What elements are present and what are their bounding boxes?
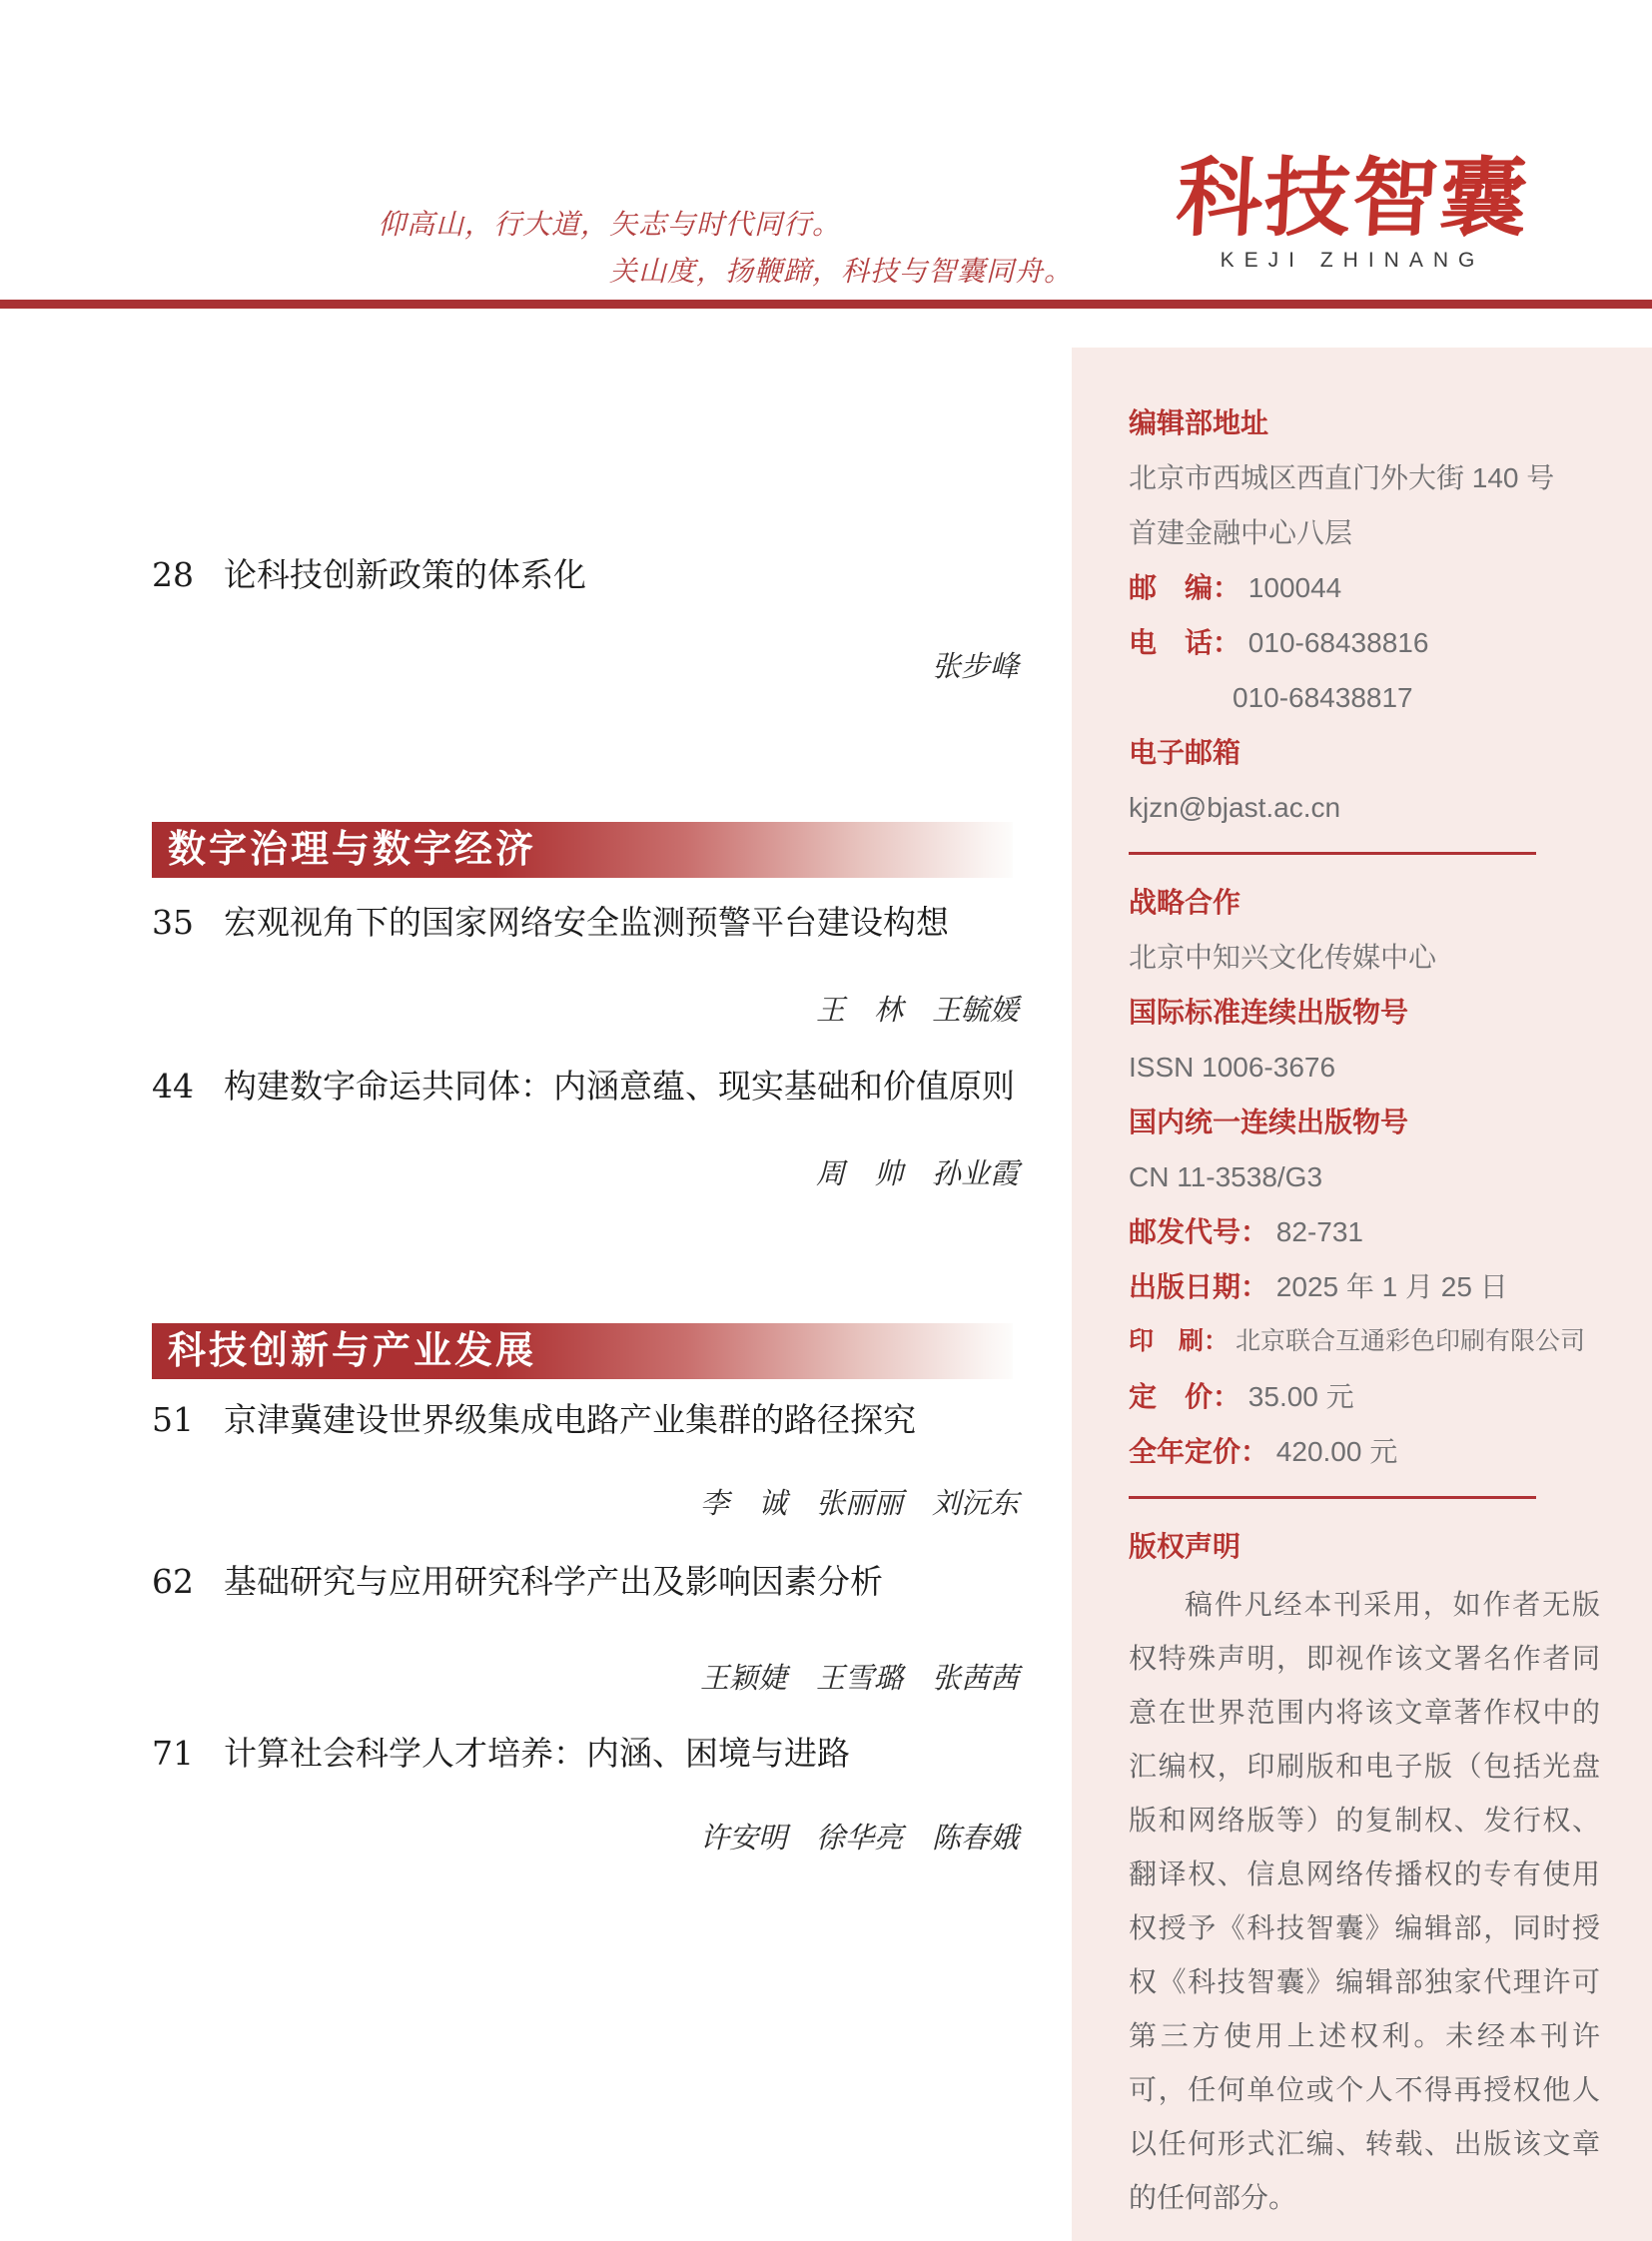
postcode-row	[1129, 560, 1608, 615]
phone-value-1: 010-68438816	[1247, 627, 1429, 658]
panel-divider	[1129, 852, 1536, 855]
post-dist-row	[1129, 1204, 1608, 1259]
email-value: kjzn@bjast.ac.cn	[1129, 792, 1341, 823]
price-value: 35.00 元	[1247, 1381, 1354, 1412]
postcode-value: 100044	[1247, 572, 1342, 603]
page-number: 28	[152, 555, 194, 594]
toc-article	[152, 1066, 1019, 1107]
article-title: 构建数字命运共同体：内涵意蕴、现实基础和价值原则	[224, 1067, 1015, 1106]
issn-value: ISSN 1006-3676	[1129, 1052, 1336, 1083]
annual-price-label: 全年定价：	[1129, 1436, 1269, 1467]
cn-number-heading: 国内统一连续出版物号	[1129, 1107, 1409, 1137]
pub-date-label: 出版日期：	[1129, 1271, 1269, 1302]
toc-article	[152, 1561, 1019, 1602]
postcode-label: 邮 编：	[1129, 572, 1241, 603]
printer-row	[1129, 1314, 1608, 1369]
article-authors: 周 帅 孙业霞	[815, 1156, 1019, 1190]
post-dist-label: 邮发代号：	[1129, 1216, 1269, 1247]
email-heading: 电子邮箱	[1129, 737, 1241, 768]
phone-label: 电 话：	[1129, 627, 1241, 658]
toc-article	[152, 1399, 1019, 1440]
partner-heading: 战略合作	[1129, 887, 1241, 918]
article-authors: 王 林 王毓媛	[815, 993, 1019, 1027]
logo-english-title: KEJI ZHINANG	[1220, 248, 1485, 272]
address-line-2: 首建金融中心八层	[1129, 517, 1353, 548]
panel-divider	[1129, 1496, 1536, 1499]
article-title: 基础研究与应用研究科学产出及影响因素分析	[224, 1562, 883, 1601]
article-title: 京津冀建设世界级集成电路产业集群的路径探究	[224, 1400, 916, 1439]
address-heading: 编辑部地址	[1129, 407, 1269, 438]
journal-logo	[1174, 148, 1531, 273]
printer-label: 印 刷：	[1129, 1327, 1230, 1355]
section-bar-innovation-industry	[152, 1323, 1013, 1379]
section-title: 数字治理与数字经济	[168, 829, 537, 871]
partner-value: 北京中知兴文化传媒中心	[1129, 942, 1437, 973]
page-number: 71	[152, 1734, 194, 1773]
article-title: 论科技创新政策的体系化	[224, 555, 586, 594]
annual-price-row	[1129, 1424, 1608, 1479]
section-bar-digital-governance	[152, 822, 1013, 878]
price-row	[1129, 1369, 1608, 1424]
toc-article	[152, 1733, 1019, 1774]
table-of-contents	[152, 303, 1019, 2241]
article-title: 计算社会科学人才培养：内涵、困境与进路	[224, 1734, 850, 1773]
printer-value: 北京联合互通彩色印刷有限公司	[1235, 1327, 1585, 1355]
logo-chinese-title: 科技智囊	[1174, 148, 1531, 249]
page-number: 51	[152, 1400, 194, 1439]
issn-heading: 国际标准连续出版物号	[1129, 997, 1409, 1028]
cn-number-value: CN 11-3538/G3	[1129, 1161, 1323, 1192]
page-number: 44	[152, 1067, 194, 1106]
price-label: 定 价：	[1129, 1381, 1241, 1412]
page-number: 35	[152, 903, 194, 942]
toc-article	[152, 902, 1019, 943]
slogan-line-1: 仰高山，行大道，矢志与时代同行。	[378, 208, 842, 241]
copyright-heading: 版权声明	[1129, 1531, 1241, 1562]
post-dist-value: 82-731	[1275, 1216, 1363, 1247]
page-number: 62	[152, 1562, 194, 1601]
toc-article	[152, 554, 1019, 595]
article-title: 宏观视角下的国家网络安全监测预警平台建设构想	[224, 903, 949, 942]
pub-date-row	[1129, 1259, 1608, 1314]
article-authors: 许安明 徐华亮 陈春娥	[699, 1821, 1019, 1855]
address-line-1: 北京市西城区西直门外大街 140 号	[1129, 462, 1555, 493]
article-authors: 王颖婕 王雪璐 张茜茜	[699, 1661, 1019, 1695]
pub-date-value: 2025 年 1 月 25 日	[1275, 1271, 1508, 1302]
info-panel	[1072, 348, 1652, 2241]
section-title: 科技创新与产业发展	[168, 1330, 537, 1372]
slogan-line-2: 关山度，扬鞭蹄，科技与智囊同舟。	[609, 255, 1074, 288]
copyright-text: 稿件凡经本刊采用，如作者无版权特殊声明，即视作该文署名作者同意在世界范围内将该文章著作权中的汇编权，印刷版和电子版（包括光盘版和网络版等）的复制权、发行权、翻译权、信息网络传播权的专有使用权授予《科技智囊》编辑部，同时授权《科技智囊》编辑部独家代理许可第三方使用上述权利。未经本刊许可，任何单位或个人不得再授权他人以任何形式汇编、转载、出版该文章的任何部分。	[1129, 1589, 1600, 2213]
article-authors: 李 诚 张丽丽 刘沅东	[699, 1486, 1019, 1520]
phone-value-2: 010-68438817	[1233, 682, 1413, 713]
annual-price-value: 420.00 元	[1275, 1436, 1398, 1467]
phone-row	[1129, 615, 1608, 670]
article-authors: 张步峰	[931, 649, 1019, 683]
